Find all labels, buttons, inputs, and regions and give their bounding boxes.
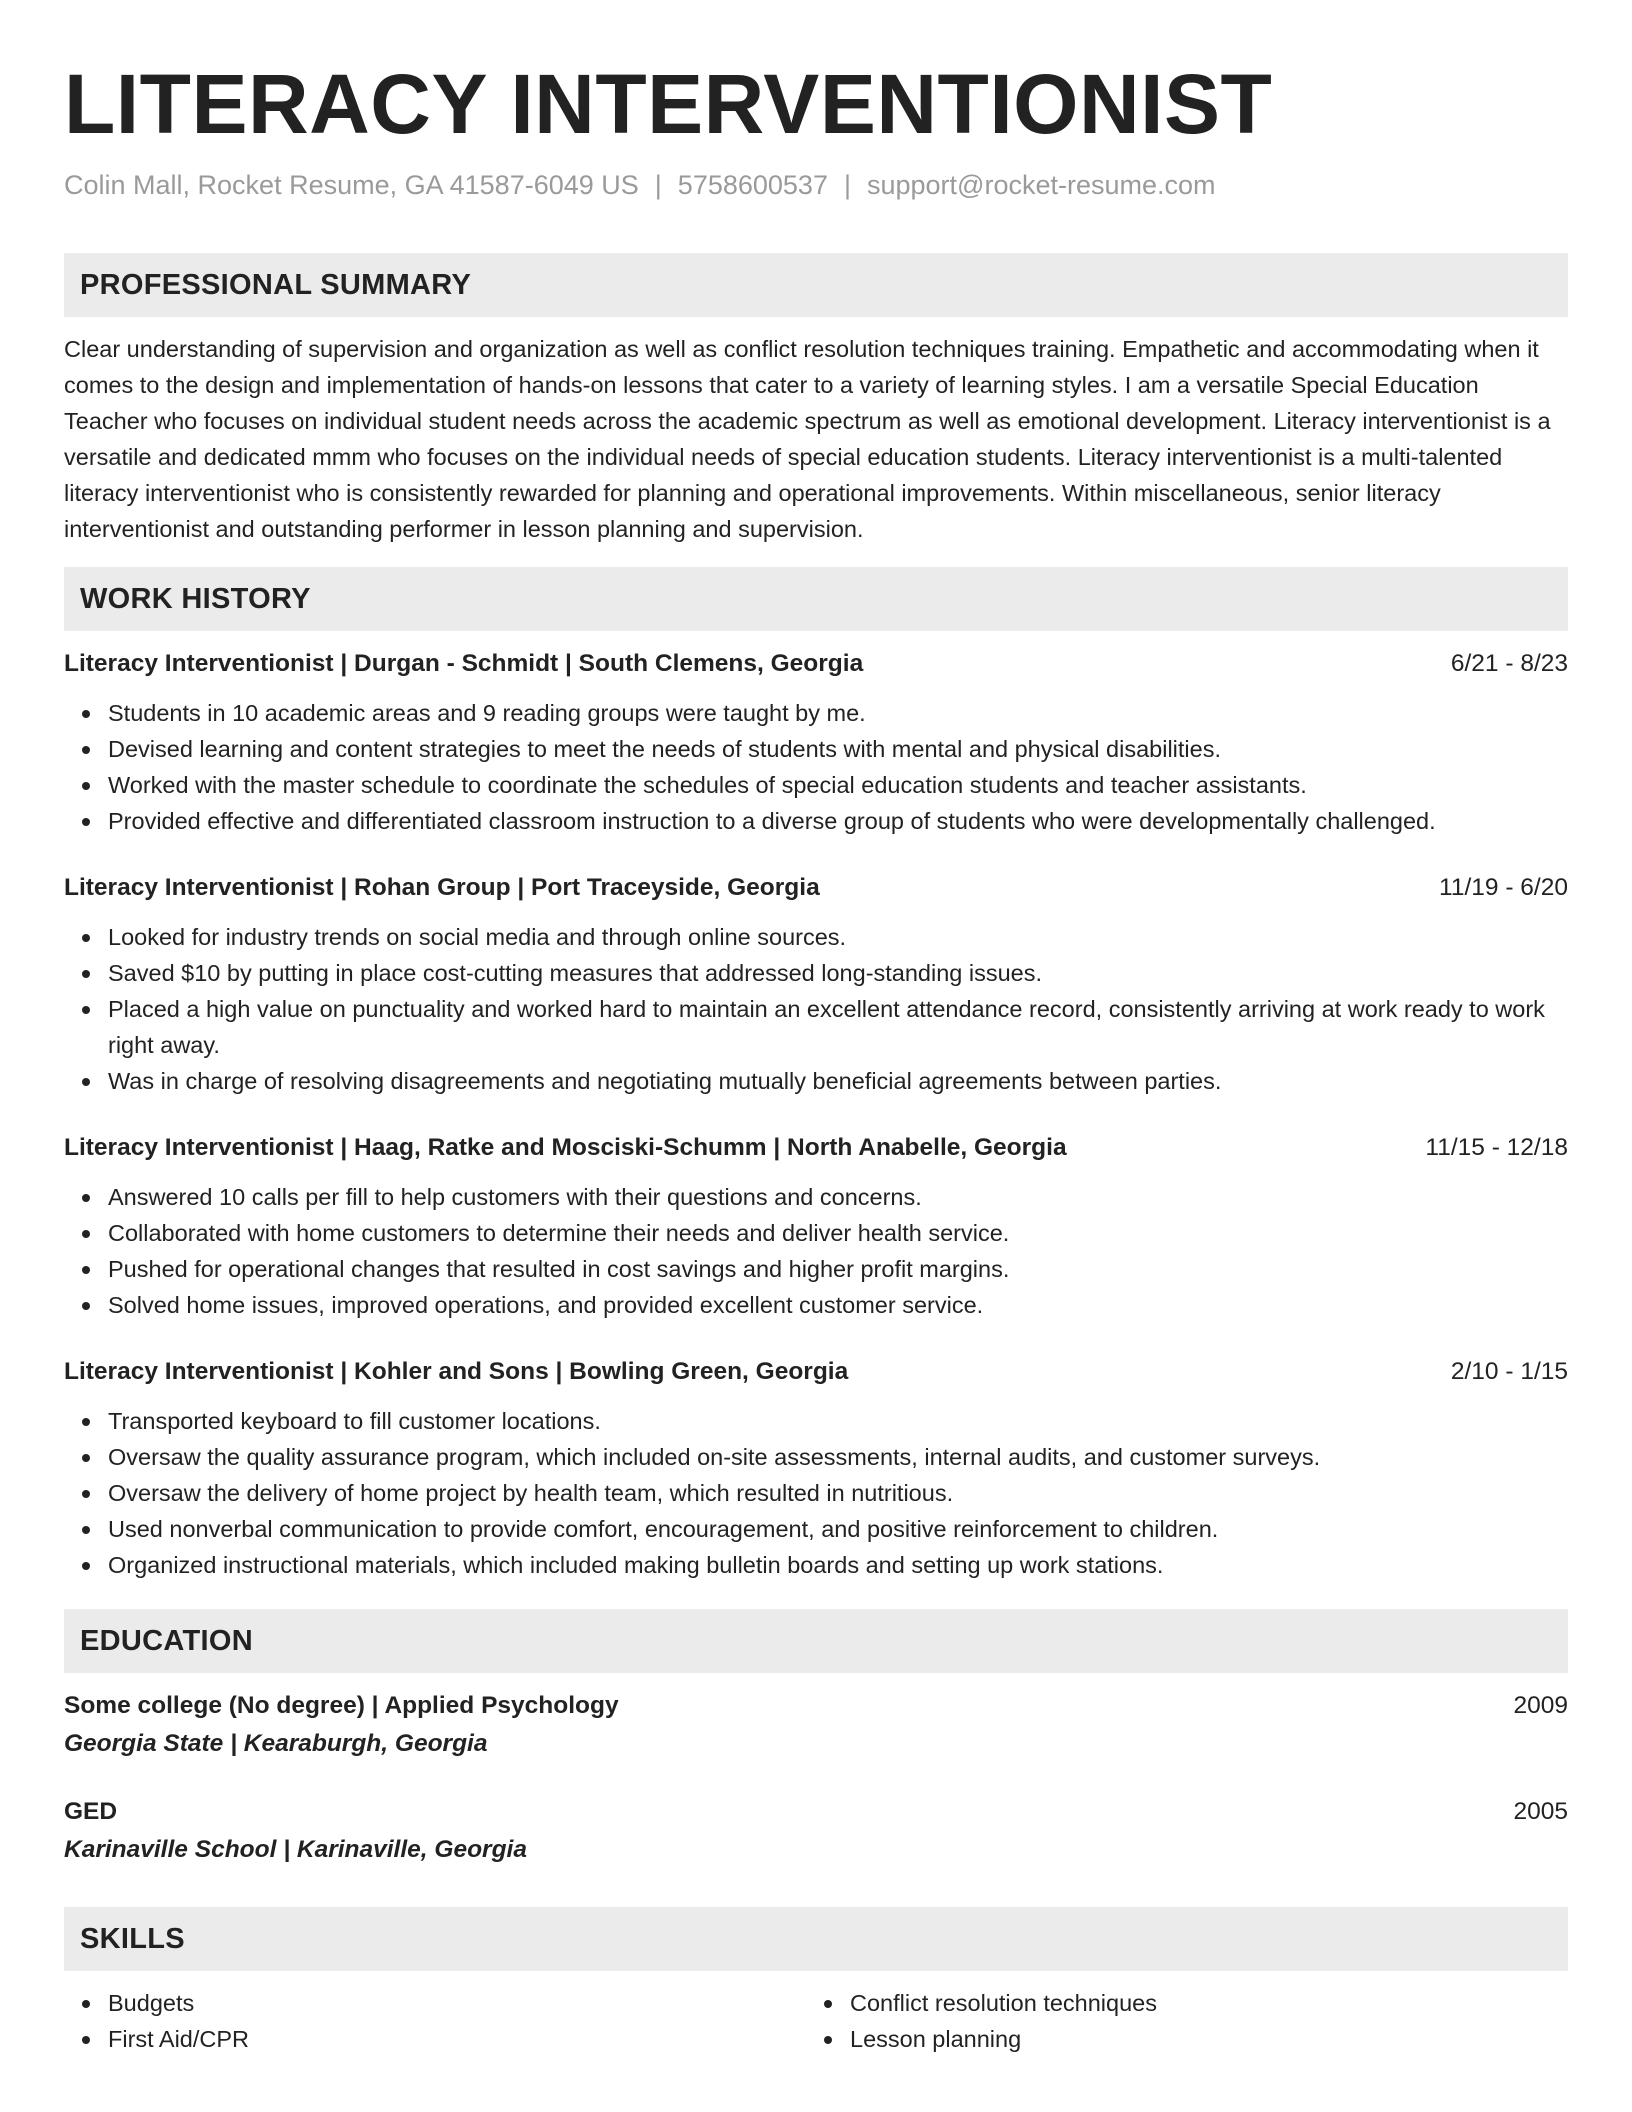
job-entry <box>64 1131 1568 1323</box>
job-bullets <box>64 919 1568 1099</box>
skill-item: Budgets <box>64 1985 806 2021</box>
education-year: 2005 <box>1513 1798 1568 1825</box>
education-entry <box>64 1689 1568 1761</box>
skills-grid <box>64 1985 1568 2057</box>
job-bullet: Answered 10 calls per fill to help customers with their questions and concerns. <box>64 1179 1568 1215</box>
resume-title: LITERACY INTERVENTIONIST <box>64 57 1273 151</box>
job-dates: 11/19 - 6/20 <box>1439 874 1568 901</box>
education-year: 2009 <box>1513 1692 1568 1719</box>
job-entry <box>64 647 1568 839</box>
contact-separator: | <box>654 170 662 200</box>
resume-page <box>64 0 1568 2057</box>
job-title: Literacy Interventionist | Haag, Ratke and Mosciski-Schumm | North Anabelle, Georgia <box>64 1134 1067 1161</box>
job-bullet: Looked for industry trends on social media and through online sources. <box>64 919 1568 955</box>
summary-text: Clear understanding of supervision and organization as well as conflict resolution techniques training. Empathetic and accommodating when it comes to the design and implementation of hands-on lessons that cater to a variety of learning styles. I am a versatile Special Education Teacher who focuses on individual student needs across the academic spectrum as well as emotional development. Literacy interventionist is a versatile and dedicated mmm who focuses on the individual needs of special education students. Literacy interventionist is a multi-talented literacy interventionist who is consistently rewarded for planning and operational improvements. Within miscellaneous, senior literacy interventionist and outstanding performer in lesson planning and supervision. <box>64 336 1551 542</box>
job-dates: 6/21 - 8/23 <box>1450 650 1568 677</box>
job-bullet: Collaborated with home customers to determine their needs and deliver health service. <box>64 1215 1568 1251</box>
contact-address: Colin Mall, Rocket Resume, GA 41587-6049 US <box>64 170 639 200</box>
job-dates: 11/15 - 12/18 <box>1425 1134 1568 1161</box>
skill-item: Conflict resolution techniques <box>806 1985 1548 2021</box>
job-bullet: Used nonverbal communication to provide comfort, encouragement, and positive reinforcement to children. <box>64 1511 1568 1547</box>
job-bullet: Solved home issues, improved operations, and provided excellent customer service. <box>64 1287 1568 1323</box>
job-dates: 2/10 - 1/15 <box>1450 1358 1568 1385</box>
job-header <box>64 871 1568 905</box>
job-title: Literacy Interventionist | Kohler and Sons | Bowling Green, Georgia <box>64 1358 849 1385</box>
job-bullet: Saved $10 by putting in place cost-cutting measures that addressed long-standing issues. <box>64 955 1568 991</box>
job-bullet: Students in 10 academic areas and 9 reading groups were taught by me. <box>64 695 1568 731</box>
job-bullets <box>64 695 1568 839</box>
job-title: Literacy Interventionist | Durgan - Schmidt | South Clemens, Georgia <box>64 650 864 677</box>
job-entry <box>64 1355 1568 1583</box>
skills-column-right <box>806 1985 1548 2057</box>
job-bullet: Devised learning and content strategies to meet the needs of students with mental and physical disabilities. <box>64 731 1568 767</box>
job-header <box>64 1131 1568 1165</box>
education-entry <box>64 1795 1568 1867</box>
job-bullet: Transported keyboard to fill customer locations. <box>64 1403 1568 1439</box>
education-header <box>64 1795 1568 1829</box>
section-header-education: EDUCATION <box>64 1609 1568 1673</box>
job-bullet: Organized instructional materials, which included making bulletin boards and setting up work stations. <box>64 1547 1568 1583</box>
job-bullet: Pushed for operational changes that resulted in cost savings and higher profit margins. <box>64 1251 1568 1287</box>
job-bullets <box>64 1179 1568 1323</box>
education-degree: Some college (No degree) | Applied Psychology <box>64 1692 619 1719</box>
contact-line <box>64 170 1568 201</box>
contact-phone: 5758600537 <box>677 170 828 200</box>
skills-list <box>64 1985 806 2057</box>
job-bullet: Oversaw the delivery of home project by health team, which resulted in nutritious. <box>64 1475 1568 1511</box>
section-header-skills: SKILLS <box>64 1907 1568 1971</box>
skills-column-left <box>64 1985 806 2057</box>
job-bullet: Worked with the master schedule to coordinate the schedules of special education students and teacher assistants. <box>64 767 1568 803</box>
education-school: Karinaville School | Karinaville, Georgia <box>64 1836 527 1863</box>
job-entry <box>64 871 1568 1099</box>
job-bullet: Provided effective and differentiated classroom instruction to a diverse group of students who were developmentally challenged. <box>64 803 1568 839</box>
contact-separator: | <box>843 170 851 200</box>
skill-item: Lesson planning <box>806 2021 1548 2057</box>
job-bullet: Placed a high value on punctuality and worked hard to maintain an excellent attendance record, consistently arriving at work ready to work right away. <box>64 991 1568 1063</box>
skills-list <box>806 1985 1548 2057</box>
job-title: Literacy Interventionist | Rohan Group | Port Traceyside, Georgia <box>64 874 820 901</box>
job-header <box>64 647 1568 681</box>
education-school: Georgia State | Kearaburgh, Georgia <box>64 1730 488 1757</box>
education-header <box>64 1689 1568 1723</box>
job-bullet: Oversaw the quality assurance program, which included on-site assessments, internal audits, and customer surveys. <box>64 1439 1568 1475</box>
job-header <box>64 1355 1568 1389</box>
contact-email: support@rocket-resume.com <box>866 170 1216 200</box>
job-bullets <box>64 1403 1568 1583</box>
section-header-work-history: WORK HISTORY <box>64 567 1568 631</box>
section-header-summary: PROFESSIONAL SUMMARY <box>64 253 1568 317</box>
education-degree: GED <box>64 1798 118 1825</box>
job-bullet: Was in charge of resolving disagreements and negotiating mutually beneficial agreements between parties. <box>64 1063 1568 1099</box>
skill-item: First Aid/CPR <box>64 2021 806 2057</box>
